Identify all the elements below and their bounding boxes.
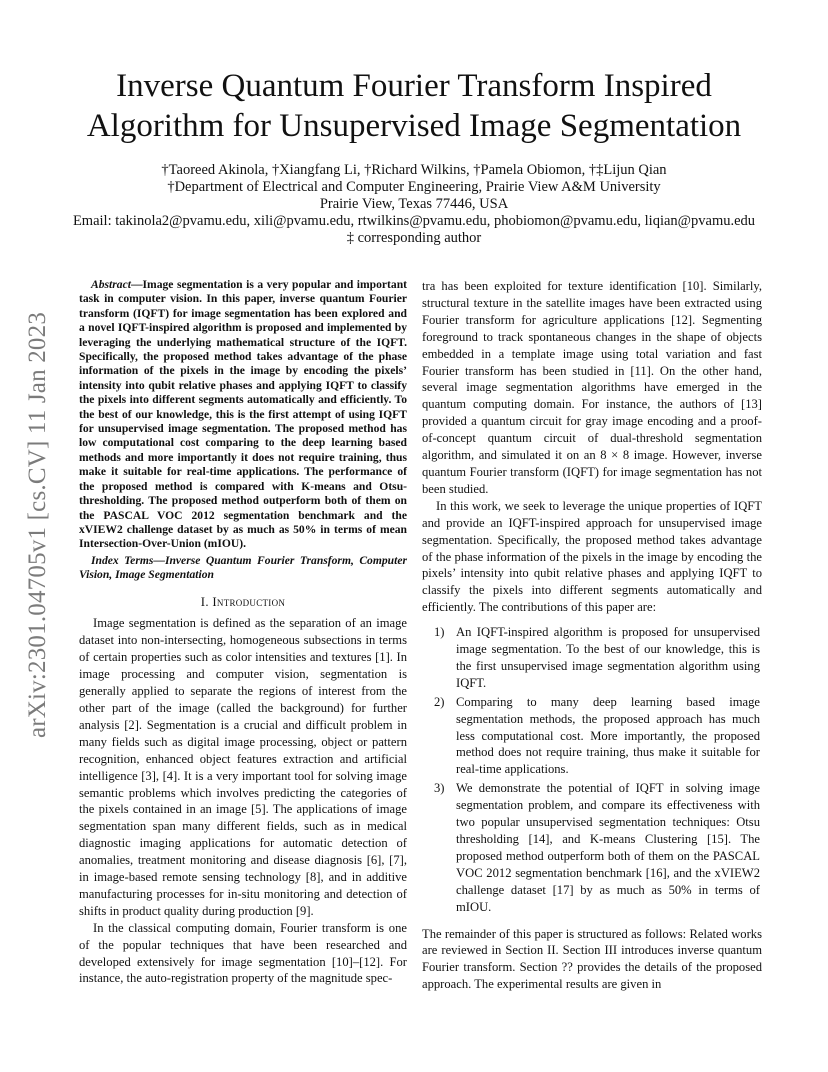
abstract bbox=[79, 278, 407, 552]
title-line-2: Algorithm for Unsupervised Image Segmentation bbox=[86, 108, 742, 144]
paper-title bbox=[60, 66, 768, 146]
author-block bbox=[70, 162, 758, 247]
contribution-number: 1) bbox=[434, 625, 445, 640]
author-emails: Email: takinola2@pvamu.edu, xili@pvamu.edu, rtwilkins@pvamu.edu, phobiomon@pvamu.edu, liqian@pvamu.edu bbox=[72, 213, 756, 229]
author-address: Prairie View, Texas 77446, USA bbox=[319, 196, 509, 212]
contribution-text: We demonstrate the potential of IQFT in solving image segmentation problem, and compare its effectiveness with two popular unsupervised segmentation techniques: Otsu thresholding [14], and K-means Clustering [15]. The proposed method outperform both of them on the PASCAL VOC 2012 segmentation benchmark [16], and the xVIEW2 challenge dataset [17] by as much as 50% in terms of mIOU. bbox=[456, 781, 760, 914]
paper-structure-paragraph: The remainder of this paper is structured as follows: Related works are reviewed in Section II. Section III introduces inverse quantum Fourier transform. Section ?? provides the details of the proposed approach. The experimental results are given in bbox=[422, 926, 762, 992]
arxiv-side-stamp bbox=[10, 290, 66, 760]
this-work-paragraph: In this work, we seek to leverage the unique properties of IQFT and provide an IQFT-inspired approach for unsupervised image segmentation. Specifically, the proposed method takes advantage of the phase information of the pixels in the image by encoding the pixels’ intensity into qubit relative phases and applying IQFT to classify the pixels into different segments automatically and efficiently. The contributions of this paper are: bbox=[422, 498, 762, 615]
author-names: †Taoreed Akinola, †Xiangfang Li, †Richard Wilkins, †Pamela Obiomon, †‡Lijun Qian bbox=[161, 162, 667, 178]
right-column bbox=[422, 278, 762, 993]
contribution-item bbox=[422, 624, 762, 692]
contribution-text: An IQFT-inspired algorithm is proposed for unsupervised image segmentation. To the best of our knowledge, this is the first unsupervised image segmentation algorithm using IQFT. bbox=[456, 625, 760, 690]
contribution-item bbox=[422, 694, 762, 779]
abstract-text: —Image segmentation is a very popular and important task in computer vision. In this paper, inverse quantum Fourier transform (IQFT) for image segmentation has been explored and a novel IQFT-inspired algorithm is proposed and implemented by leveraging the underlying mathematical structure of the IQFT. Specifically, the proposed method takes advantage of the phase information of the pixels in the image by encoding the pixels’ intensity into qubit relative phases and applying IQFT to classify the pixels into different segments automatically and efficiently. To the best of our knowledge, this is the first attempt of using IQFT for unsupervised image segmentation. The proposed method has low computational cost comparing to the deep learning based methods and more importantly it does not require training, thus make it suitable for real-time applications. The performance of the proposed method is compared with K-means and Otsu-thresholding. The proposed method outperform both of them on the PASCAL VOC 2012 segmentation benchmark and the xVIEW2 challenge dataset by as much as 50% in terms of mean Intersection-Over-Union (mIOU). bbox=[79, 278, 407, 551]
contribution-number: 3) bbox=[434, 781, 445, 796]
index-terms: Index Terms—Inverse Quantum Fourier Transform, Computer Vision, Image Segmentation bbox=[79, 553, 407, 582]
contribution-item bbox=[422, 780, 762, 915]
corresponding-note: ‡ corresponding author bbox=[346, 230, 482, 246]
author-affiliation: †Department of Electrical and Computer Engineering, Prairie View A&M University bbox=[167, 179, 661, 195]
section-heading-introduction: I. Introduction bbox=[200, 594, 286, 609]
contributions-list bbox=[422, 624, 762, 915]
contribution-number: 2) bbox=[434, 694, 445, 709]
title-line-1: Inverse Quantum Fourier Transform Inspired bbox=[116, 68, 712, 104]
arxiv-identifier: arXiv:2301.04705v1 [cs.CV] 11 Jan 2023 bbox=[24, 311, 52, 739]
related-paragraph-continued: tra has been exploited for texture identification [10]. Similarly, structural texture in the satellite images have been extracted using Fourier transform for agriculture applications [12]. Segmenting foreground to track spontaneous changes in the shape of objects embedded in a template image using total variation and fast Fourier transform has been studied in [11]. On the other hand, several image segmentation algorithms have emerged in the quantum computing domain. For instance, the authors of [13] provided a quantum circuit for gray image encoding and a proof-of-concept quantum circuit of dual-threshold segmentation algorithm, and simulated it on an 8 × 8 image. However, inverse quantum Fourier transform (IQFT) for image segmentation has not been studied. bbox=[422, 279, 762, 496]
intro-paragraph-1: Image segmentation is defined as the separation of an image dataset into non-intersecting, homogeneous subsections in terms of certain properties such as color intensities and textures [1]. In image processing and computer vision, segmentation is generally applied to separate the regions of interest from the other part of the image (called the background) for further analysis [2]. Segmentation is a crucial and difficult problem in many fields such as digital image processing, object or pattern recognition, enhanced object features extraction and artificial intelligence [3], [4]. It is a very important tool for solving image semantic problems which involves predicting the categories of the pixels contained in an image [5]. The applications of image segmentation span many different fields, such as in medical diagnostic imaging applications for automatic detection of anomalies, treatment monitoring and disease diagnosis [6], [7], in image-based remote sensing technology [8], and in additive manufacturing processes for in-situ monitoring and detection of shifts in product quality during production [9]. bbox=[79, 616, 407, 918]
contribution-text: Comparing to many deep learning based image segmentation methods, the proposed approach has much less computational cost. More importantly, the proposed method does not require training, thus make it suitable for real-time applications. bbox=[456, 694, 760, 777]
left-column bbox=[79, 278, 407, 987]
abstract-label: Abstract bbox=[91, 278, 131, 291]
intro-paragraph-2: In the classical computing domain, Fourier transform is one of the popular techniques that have been researched and developed extensively for image segmentation [10]–[12]. For instance, the auto-registration property of the magnitude spec- bbox=[79, 920, 407, 986]
